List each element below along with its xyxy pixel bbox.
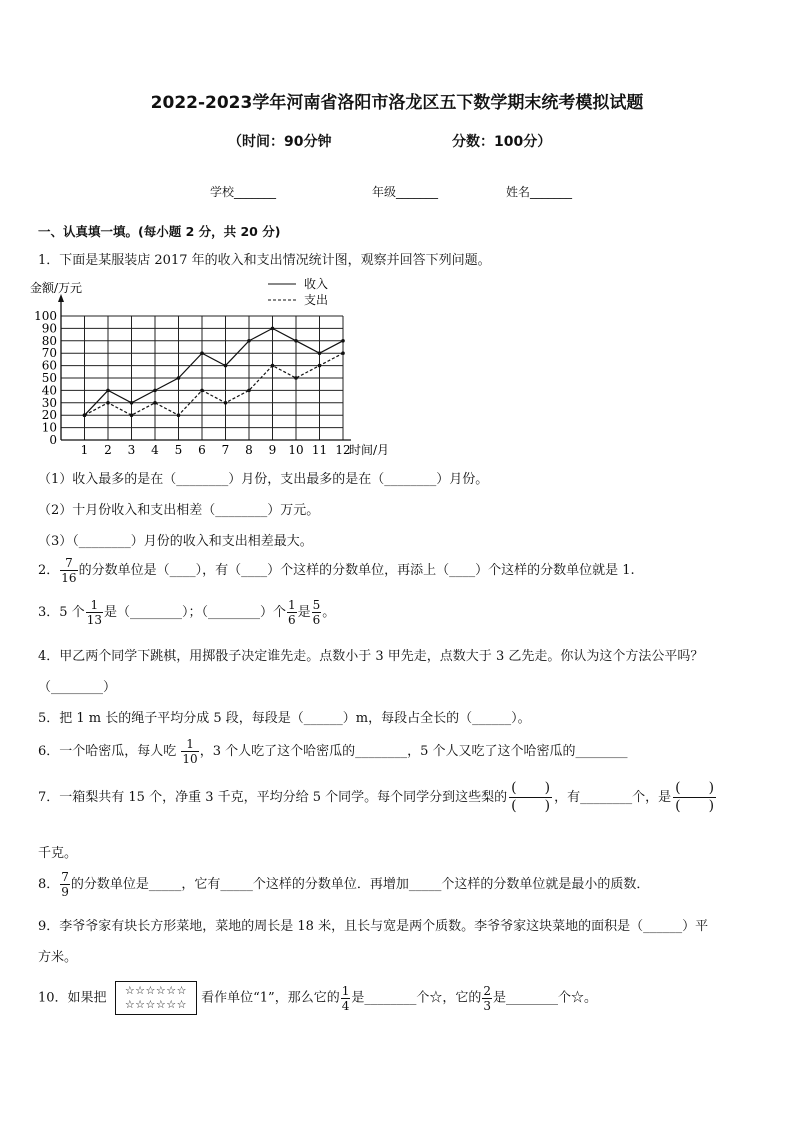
question-1-sub-3: （3）（________）月份的收入和支出相差最大。 bbox=[38, 534, 313, 549]
data-point bbox=[341, 339, 345, 343]
question-5: 5．把 1 m 长的绳子平均分成 5 段，每段是（______）m，每段占全长的（______）。 bbox=[38, 711, 531, 726]
data-point bbox=[177, 413, 181, 417]
fraction-5-6: $\frac{5}{6}$ bbox=[312, 598, 321, 627]
data-point bbox=[106, 401, 110, 405]
question-2-number: 2． bbox=[38, 563, 60, 578]
data-point bbox=[153, 401, 157, 405]
data-point bbox=[200, 351, 204, 355]
y-axis-label: 金额/万元 bbox=[30, 281, 83, 295]
name-field: 姓名_______ bbox=[506, 185, 573, 199]
legend-label: 收入 bbox=[304, 277, 329, 291]
fraction-7-9: $\frac{7}{9}$ bbox=[61, 870, 69, 899]
data-point bbox=[177, 376, 181, 380]
y-tick-label: 70 bbox=[41, 346, 57, 361]
grade-field: 年级_______ bbox=[372, 185, 439, 199]
x-tick-label: 1 bbox=[80, 443, 89, 457]
question-7: 7．一箱梨共有 15 个，净重 3 千克，平均分给 5 个同学。每个同学分到这些梨的 ( ) ( ) ，有________个，是 ( ) ( ) bbox=[38, 780, 715, 814]
exam-title: 2022-2023学年河南省洛阳市洛龙区五下数学期末统考模拟试题 bbox=[150, 93, 644, 113]
data-point bbox=[130, 413, 134, 417]
fraction-7-16: $\frac{7}{16}$ bbox=[61, 556, 77, 585]
fraction-1-6: $\frac{1}{6}$ bbox=[287, 598, 296, 627]
question-7-unit: 千克。 bbox=[38, 846, 78, 861]
star-box: ☆☆☆☆☆☆ ☆☆☆☆☆☆ bbox=[115, 981, 197, 1015]
fraction-1-13: $\frac{1}{13}$ bbox=[86, 598, 102, 627]
question-9-line-1: 9．李爷爷家有块长方形菜地，菜地的周长是 18 米，且长与宽是两个质数。李爷爷家这块菜地的面积是（______）平 bbox=[38, 919, 709, 934]
x-tick-label: 3 bbox=[127, 443, 136, 457]
data-point bbox=[224, 401, 228, 405]
question-4-text: 4．甲乙两个同学下跳棋，用掷骰子决定谁先走。点数小于 3 甲先走，点数大于 3 乙先走。你认为这个方法公平吗？ bbox=[38, 649, 704, 664]
data-point bbox=[294, 376, 298, 380]
x-axis-label: 时间/月 bbox=[349, 443, 390, 457]
data-point bbox=[318, 364, 322, 368]
question-6: 6．一个哈密瓜，每人吃 $\frac{1}{10}$ ，3 个人吃了这个哈密瓜的________，5 个人又吃了这个哈密瓜的________ bbox=[38, 737, 628, 766]
fraction-1-4: $\frac{1}{4}$ bbox=[341, 983, 350, 1013]
x-tick-label: 10 bbox=[288, 443, 304, 457]
question-1-text: 1．下面是某服装店 2017 年的收入和支出情况统计图，观察并回答下列问题。 bbox=[38, 253, 491, 268]
question-4-answer: （________） bbox=[38, 680, 117, 695]
fraction-2-3: $\frac{2}{3}$ bbox=[483, 983, 491, 1013]
y-tick-label: 10 bbox=[41, 420, 57, 435]
y-tick-label: 40 bbox=[41, 383, 57, 398]
y-tick-label: 30 bbox=[41, 395, 57, 410]
y-axis-arrow bbox=[58, 294, 64, 302]
data-point bbox=[294, 339, 298, 343]
section-heading: 一、认真填一填。(每小题 2 分，共 20 分) bbox=[38, 224, 281, 239]
x-tick-label: 12 bbox=[335, 443, 351, 457]
question-2-text: 的分数单位是（____），有（____）个这样的分数单位，再添上（____）个这样的分数单位就是 1. bbox=[78, 563, 635, 578]
y-tick-label: 90 bbox=[41, 321, 57, 336]
question-2 bbox=[38, 556, 635, 585]
fraction-1-10: $\frac{1}{10}$ bbox=[182, 737, 198, 766]
data-point bbox=[247, 339, 251, 343]
legend-label: 支出 bbox=[304, 293, 329, 307]
data-point bbox=[130, 401, 134, 405]
x-tick-label: 4 bbox=[151, 443, 159, 457]
data-point bbox=[153, 389, 157, 393]
data-point bbox=[83, 413, 87, 417]
y-tick-label: 20 bbox=[41, 408, 57, 423]
y-tick-label: 80 bbox=[41, 333, 57, 348]
y-tick-label: 100 bbox=[34, 309, 57, 323]
data-point bbox=[271, 364, 275, 368]
school-field: 学校_______ bbox=[210, 185, 277, 199]
x-tick-label: 2 bbox=[104, 443, 112, 457]
question-1-sub-1: （1）收入最多的是在（________）月份，支出最多的是在（________）月份。 bbox=[38, 472, 489, 487]
income-expense-chart bbox=[28, 276, 398, 458]
data-point bbox=[341, 351, 345, 355]
exam-score: 分数：100分） bbox=[452, 134, 552, 150]
x-tick-label: 9 bbox=[268, 443, 277, 457]
x-tick-label: 7 bbox=[221, 443, 230, 457]
data-point bbox=[318, 351, 322, 355]
data-point bbox=[200, 389, 204, 393]
question-8: 8． $\frac{7}{9}$ 的分数单位是_____，它有_____个这样的分数单位．再增加_____个这样的分数单位就是最小的质数． bbox=[38, 870, 650, 899]
data-point bbox=[271, 327, 275, 331]
data-point bbox=[247, 389, 251, 393]
blank-fraction-2: ( ) ( ) bbox=[675, 780, 715, 814]
blank-fraction-1: ( ) ( ) bbox=[511, 780, 551, 814]
y-tick-label: 50 bbox=[41, 371, 57, 385]
question-3: 3．5 个 $\frac{1}{13}$ 是（________）；（________）个 $\frac{1}{6}$ 是 $\frac{5}{6}$ 。 bbox=[38, 598, 336, 627]
x-tick-label: 5 bbox=[174, 443, 183, 457]
series-line-income bbox=[85, 328, 344, 415]
exam-time: （时间：90分钟 bbox=[228, 134, 332, 150]
y-tick-label: 60 bbox=[41, 358, 57, 373]
series-line-expense bbox=[85, 353, 344, 415]
question-1-sub-2: （2）十月份收入和支出相差（________）万元。 bbox=[38, 503, 320, 518]
x-tick-label: 8 bbox=[245, 443, 253, 457]
y-tick-label: 0 bbox=[49, 433, 57, 447]
data-point bbox=[106, 389, 110, 393]
question-9-line-2: 方米。 bbox=[38, 950, 78, 965]
question-10: 10．如果把 ☆☆☆☆☆☆ ☆☆☆☆☆☆ 看作单位“1”，那么它的 $\frac{1}{4}$ 是________个☆，它的 $\frac{2}{3}$ 是________个☆。 bbox=[38, 981, 597, 1015]
x-tick-label: 6 bbox=[198, 443, 206, 457]
x-tick-label: 11 bbox=[311, 443, 328, 457]
data-point bbox=[224, 364, 228, 368]
